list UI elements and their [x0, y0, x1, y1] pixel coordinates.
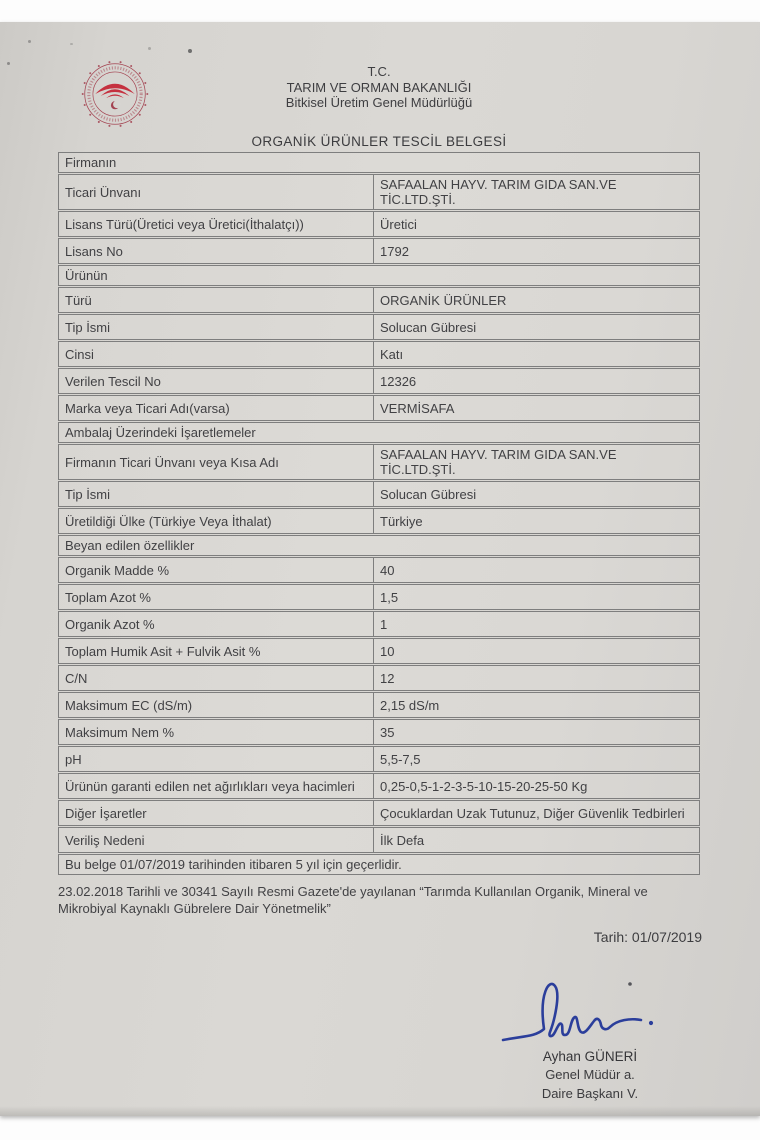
scan-speck: [70, 43, 73, 45]
row-label: Ticari Ünvanı: [59, 175, 374, 209]
table-section-row: [58, 265, 700, 286]
row-label: Firmanın Ticari Ünvanı veya Kısa Adı: [59, 445, 374, 479]
row-value: Solucan Gübresi: [380, 319, 477, 335]
table-section-row: [58, 854, 700, 875]
row-label: Verilen Tescil No: [59, 369, 374, 393]
row-label: Marka veya Ticari Adı(varsa): [59, 396, 374, 420]
certificate-table: [58, 152, 700, 875]
letterhead-line3: Bitkisel Üretim Genel Müdürlüğü: [285, 95, 473, 110]
row-value: 12: [380, 670, 395, 686]
table-row: [58, 800, 700, 826]
scan-speck: [148, 47, 151, 50]
table-row: [58, 174, 700, 210]
signatory-title-2: Daire Başkanı V.: [541, 1085, 639, 1101]
table-section-row: [58, 422, 700, 443]
table-row: [58, 287, 700, 313]
table-row: [58, 773, 700, 799]
row-value: 12326: [380, 373, 417, 389]
table-row: [58, 341, 700, 367]
row-label: Veriliş Nedeni: [59, 828, 374, 852]
row-label: Organik Madde %: [59, 558, 374, 582]
row-value: 1792: [380, 243, 409, 259]
table-section-row: [58, 152, 700, 173]
row-value: ORGANİK ÜRÜNLER: [380, 292, 507, 308]
letterhead-line2: TARIM VE ORMAN BAKANLIĞI: [286, 79, 472, 95]
section-label: Ürünün: [65, 268, 108, 283]
signature-block: [495, 974, 685, 1103]
table-row: [58, 395, 700, 421]
table-row: [58, 746, 700, 772]
table-row: [58, 508, 700, 534]
table-row: [58, 719, 700, 745]
table-row: [58, 444, 700, 480]
table-row: [58, 584, 700, 610]
row-label: Lisans Türü(Üretici veya Üretici(İthalatçı)): [59, 212, 374, 236]
row-label: Maksimum Nem %: [59, 720, 374, 744]
section-label: Beyan edilen özellikler: [65, 538, 195, 553]
scan-speck: [28, 40, 31, 43]
document-title: ORGANİK ÜRÜNLER TESCİL BELGESİ: [251, 134, 507, 149]
row-value: Solucan Gübresi: [380, 486, 477, 502]
section-label: Firmanın: [65, 155, 117, 170]
row-value: Çocuklardan Uzak Tutunuz, Diğer Güvenlik Tedbirleri: [380, 805, 685, 821]
row-value: 35: [380, 724, 395, 740]
row-value: 10: [380, 643, 395, 659]
row-label: Maksimum EC (dS/m): [59, 693, 374, 717]
row-label: Tip İsmi: [59, 482, 374, 506]
table-row: [58, 638, 700, 664]
table-row: [58, 211, 700, 237]
row-label: Ürünün garanti edilen net ağırlıkları veya hacimleri: [59, 774, 374, 798]
row-value: 1: [380, 616, 388, 632]
table-row: [58, 611, 700, 637]
row-value: SAFAALAN HAYV. TARIM GIDA SAN.VE TİC.LTD.ŞTİ.: [380, 447, 617, 477]
row-value: 2,15 dS/m: [380, 697, 440, 713]
section-label: Ambalaj Üzerindeki İşaretlemeler: [65, 425, 256, 440]
row-value: İlk Defa: [380, 832, 425, 848]
document-body: [58, 152, 700, 945]
scan-speck: [7, 62, 10, 65]
section-label: Bu belge 01/07/2019 tarihinden itibaren 5 yıl için geçerlidir.: [65, 857, 402, 872]
table-row: [58, 692, 700, 718]
row-label: Tip İsmi: [59, 315, 374, 339]
signatory-title-1: Genel Müdür a.: [545, 1067, 635, 1082]
row-value: 0,25-0,5-1-2-3-5-10-15-20-25-50 Kg: [380, 778, 588, 794]
row-value: Üretici: [380, 216, 417, 232]
letterhead-line1: T.C.: [367, 64, 391, 79]
row-label: Cinsi: [59, 342, 374, 366]
scanned-paper: [0, 22, 760, 1116]
row-label: Toplam Azot %: [59, 585, 374, 609]
scan-speck: [188, 49, 192, 53]
row-value: Türkiye: [380, 513, 423, 529]
row-label: Toplam Humik Asit + Fulvik Asit %: [59, 639, 374, 663]
table-row: [58, 557, 700, 583]
row-label: Lisans No: [59, 239, 374, 263]
row-label: Türü: [59, 288, 374, 312]
table-row: [58, 481, 700, 507]
row-label: Organik Azot %: [59, 612, 374, 636]
table-row: [58, 827, 700, 853]
row-value: SAFAALAN HAYV. TARIM GIDA SAN.VE TİC.LTD.ŞTİ.: [380, 177, 617, 207]
row-value: 5,5-7,5: [380, 751, 421, 767]
letterhead: [58, 64, 700, 111]
row-value: 40: [380, 562, 395, 578]
signatory-name: Ayhan GÜNERİ: [542, 1049, 638, 1064]
regulation-note: 23.02.2018 Tarihli ve 30341 Sayılı Resmi Gazete'de yayılanan “Tarımda Kullanılan Organik, Mineral ve Mikrobiyal Kaynaklı Gübrelere Dair Yönetmelik”: [58, 884, 648, 916]
row-label: pH: [59, 747, 374, 771]
issue-date: Tarih: 01/07/2019: [593, 929, 702, 945]
table-row: [58, 665, 700, 691]
table-row: [58, 238, 700, 264]
table-row: [58, 368, 700, 394]
row-value: 1,5: [380, 589, 399, 605]
row-label: C/N: [59, 666, 374, 690]
row-label: Üretildiği Ülke (Türkiye Veya İthalat): [59, 509, 374, 533]
table-row: [58, 314, 700, 340]
row-label: Diğer İşaretler: [59, 801, 374, 825]
table-section-row: [58, 535, 700, 556]
row-value: VERMİSAFA: [380, 400, 455, 416]
row-value: Katı: [380, 346, 404, 362]
